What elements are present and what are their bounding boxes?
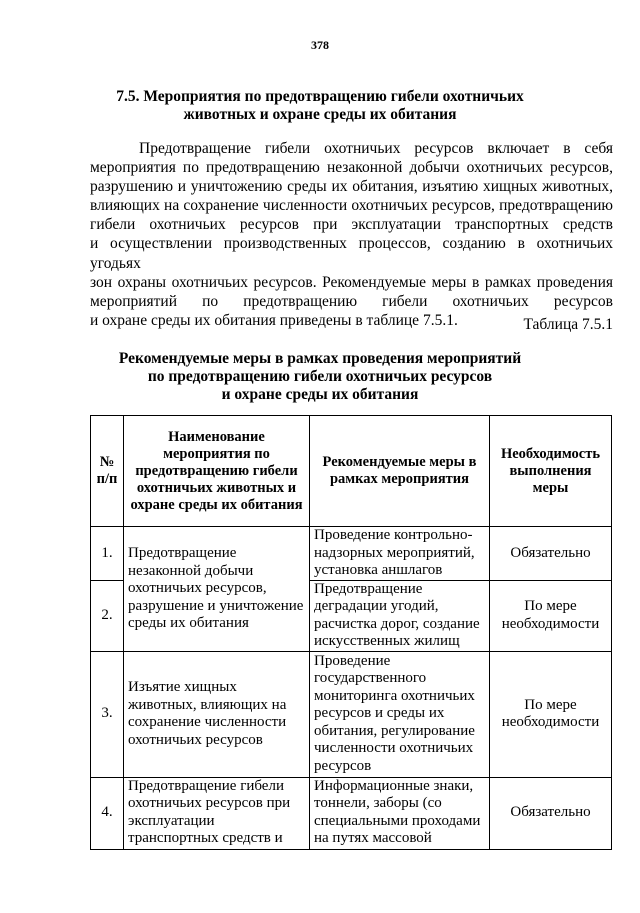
header-recommended: Рекомендуемые меры в рамках мероприятия xyxy=(310,416,490,527)
row-num: 2. xyxy=(91,580,124,651)
section-heading-line: 7.5. Мероприятия по предотвращению гибели охотничьих xyxy=(116,88,524,105)
table-row xyxy=(91,777,612,849)
paragraph-line: Предотвращение гибели охотничьих ресурсов включает в себя xyxy=(139,140,613,157)
row-necessity: Обязательно xyxy=(490,527,612,581)
section-heading xyxy=(110,88,530,124)
header-necessity: Необходимость выполнения меры xyxy=(490,416,612,527)
row-necessity: По мере необходимости xyxy=(490,580,612,651)
paragraph-line: и охране среды их обитания приведены в таблице 7.5.1. xyxy=(90,311,458,329)
table-row xyxy=(91,527,612,581)
page-number: 378 xyxy=(311,38,329,52)
row-recommended: Проведение государственного мониторинга охотничьих ресурсов и среды их обитания, регулирование численности охотничьих ресурсов xyxy=(310,651,490,777)
row-necessity: Обязательно xyxy=(490,777,612,849)
row-necessity: По мере необходимости xyxy=(490,651,612,777)
measures-table xyxy=(90,415,612,850)
paragraph-line: гибели охотничьих ресурсов при эксплуатации транспортных средств xyxy=(90,216,613,234)
table-row xyxy=(91,651,612,777)
paragraph-line: мероприятия по предотвращению незаконной добычи охотничьих ресурсов, xyxy=(90,159,613,177)
body-paragraph xyxy=(90,139,613,330)
table-caption-line: по предотвращению гибели охотничьих ресурсов xyxy=(147,368,493,385)
table-caption xyxy=(110,350,530,404)
table-caption-line: и охране среды их обитания xyxy=(221,386,419,403)
paragraph-line: зон охраны охотничьих ресурсов. Рекомендуемые меры в рамках проведения xyxy=(90,273,613,291)
row-recommended: Предотвращение деградации угодий, расчистка дорог, создание искусственных жилищ xyxy=(310,580,490,651)
header-measure: Наименование мероприятия по предотвращению гибели охотничьих животных и охране среды их обитания xyxy=(124,416,310,527)
paragraph-line: влияющих на сохранение численности охотничьих ресурсов, предотвращению xyxy=(90,197,613,215)
table-caption-line: Рекомендуемые меры в рамках проведения мероприятий xyxy=(118,350,522,367)
row-measure: Предотвращение гибели охотничьих ресурсов при эксплуатации транспортных средств и xyxy=(124,777,310,849)
paragraph-line: разрушению и уничтожению среды их обитания, изъятию хищных животных, xyxy=(90,178,613,196)
table-header-row xyxy=(91,416,612,527)
paragraph-line: и осуществлении производственных процессов, созданию в охотничьих угодьях xyxy=(90,235,613,272)
row-measure: Предотвращение незаконной добычи охотничьих ресурсов, разрушение и уничтожение среды их обитания xyxy=(124,527,310,652)
header-num: № п/п xyxy=(91,416,124,527)
row-recommended: Информационные знаки, тоннели, заборы (со специальными проходами на путях массовой xyxy=(310,777,490,849)
paragraph-line: мероприятий по предотвращению гибели охотничьих ресурсов xyxy=(90,292,613,310)
row-measure: Изъятие хищных животных, влияющих на сохранение численности охотничьих ресурсов xyxy=(124,651,310,777)
row-recommended: Проведение контрольно-надзорных мероприятий, установка аншлагов xyxy=(310,527,490,581)
row-num: 4. xyxy=(91,777,124,849)
row-num: 3. xyxy=(91,651,124,777)
section-heading-line: животных и охране среды их обитания xyxy=(183,106,457,123)
row-num: 1. xyxy=(91,527,124,581)
table-label: Таблица 7.5.1 xyxy=(523,316,613,333)
